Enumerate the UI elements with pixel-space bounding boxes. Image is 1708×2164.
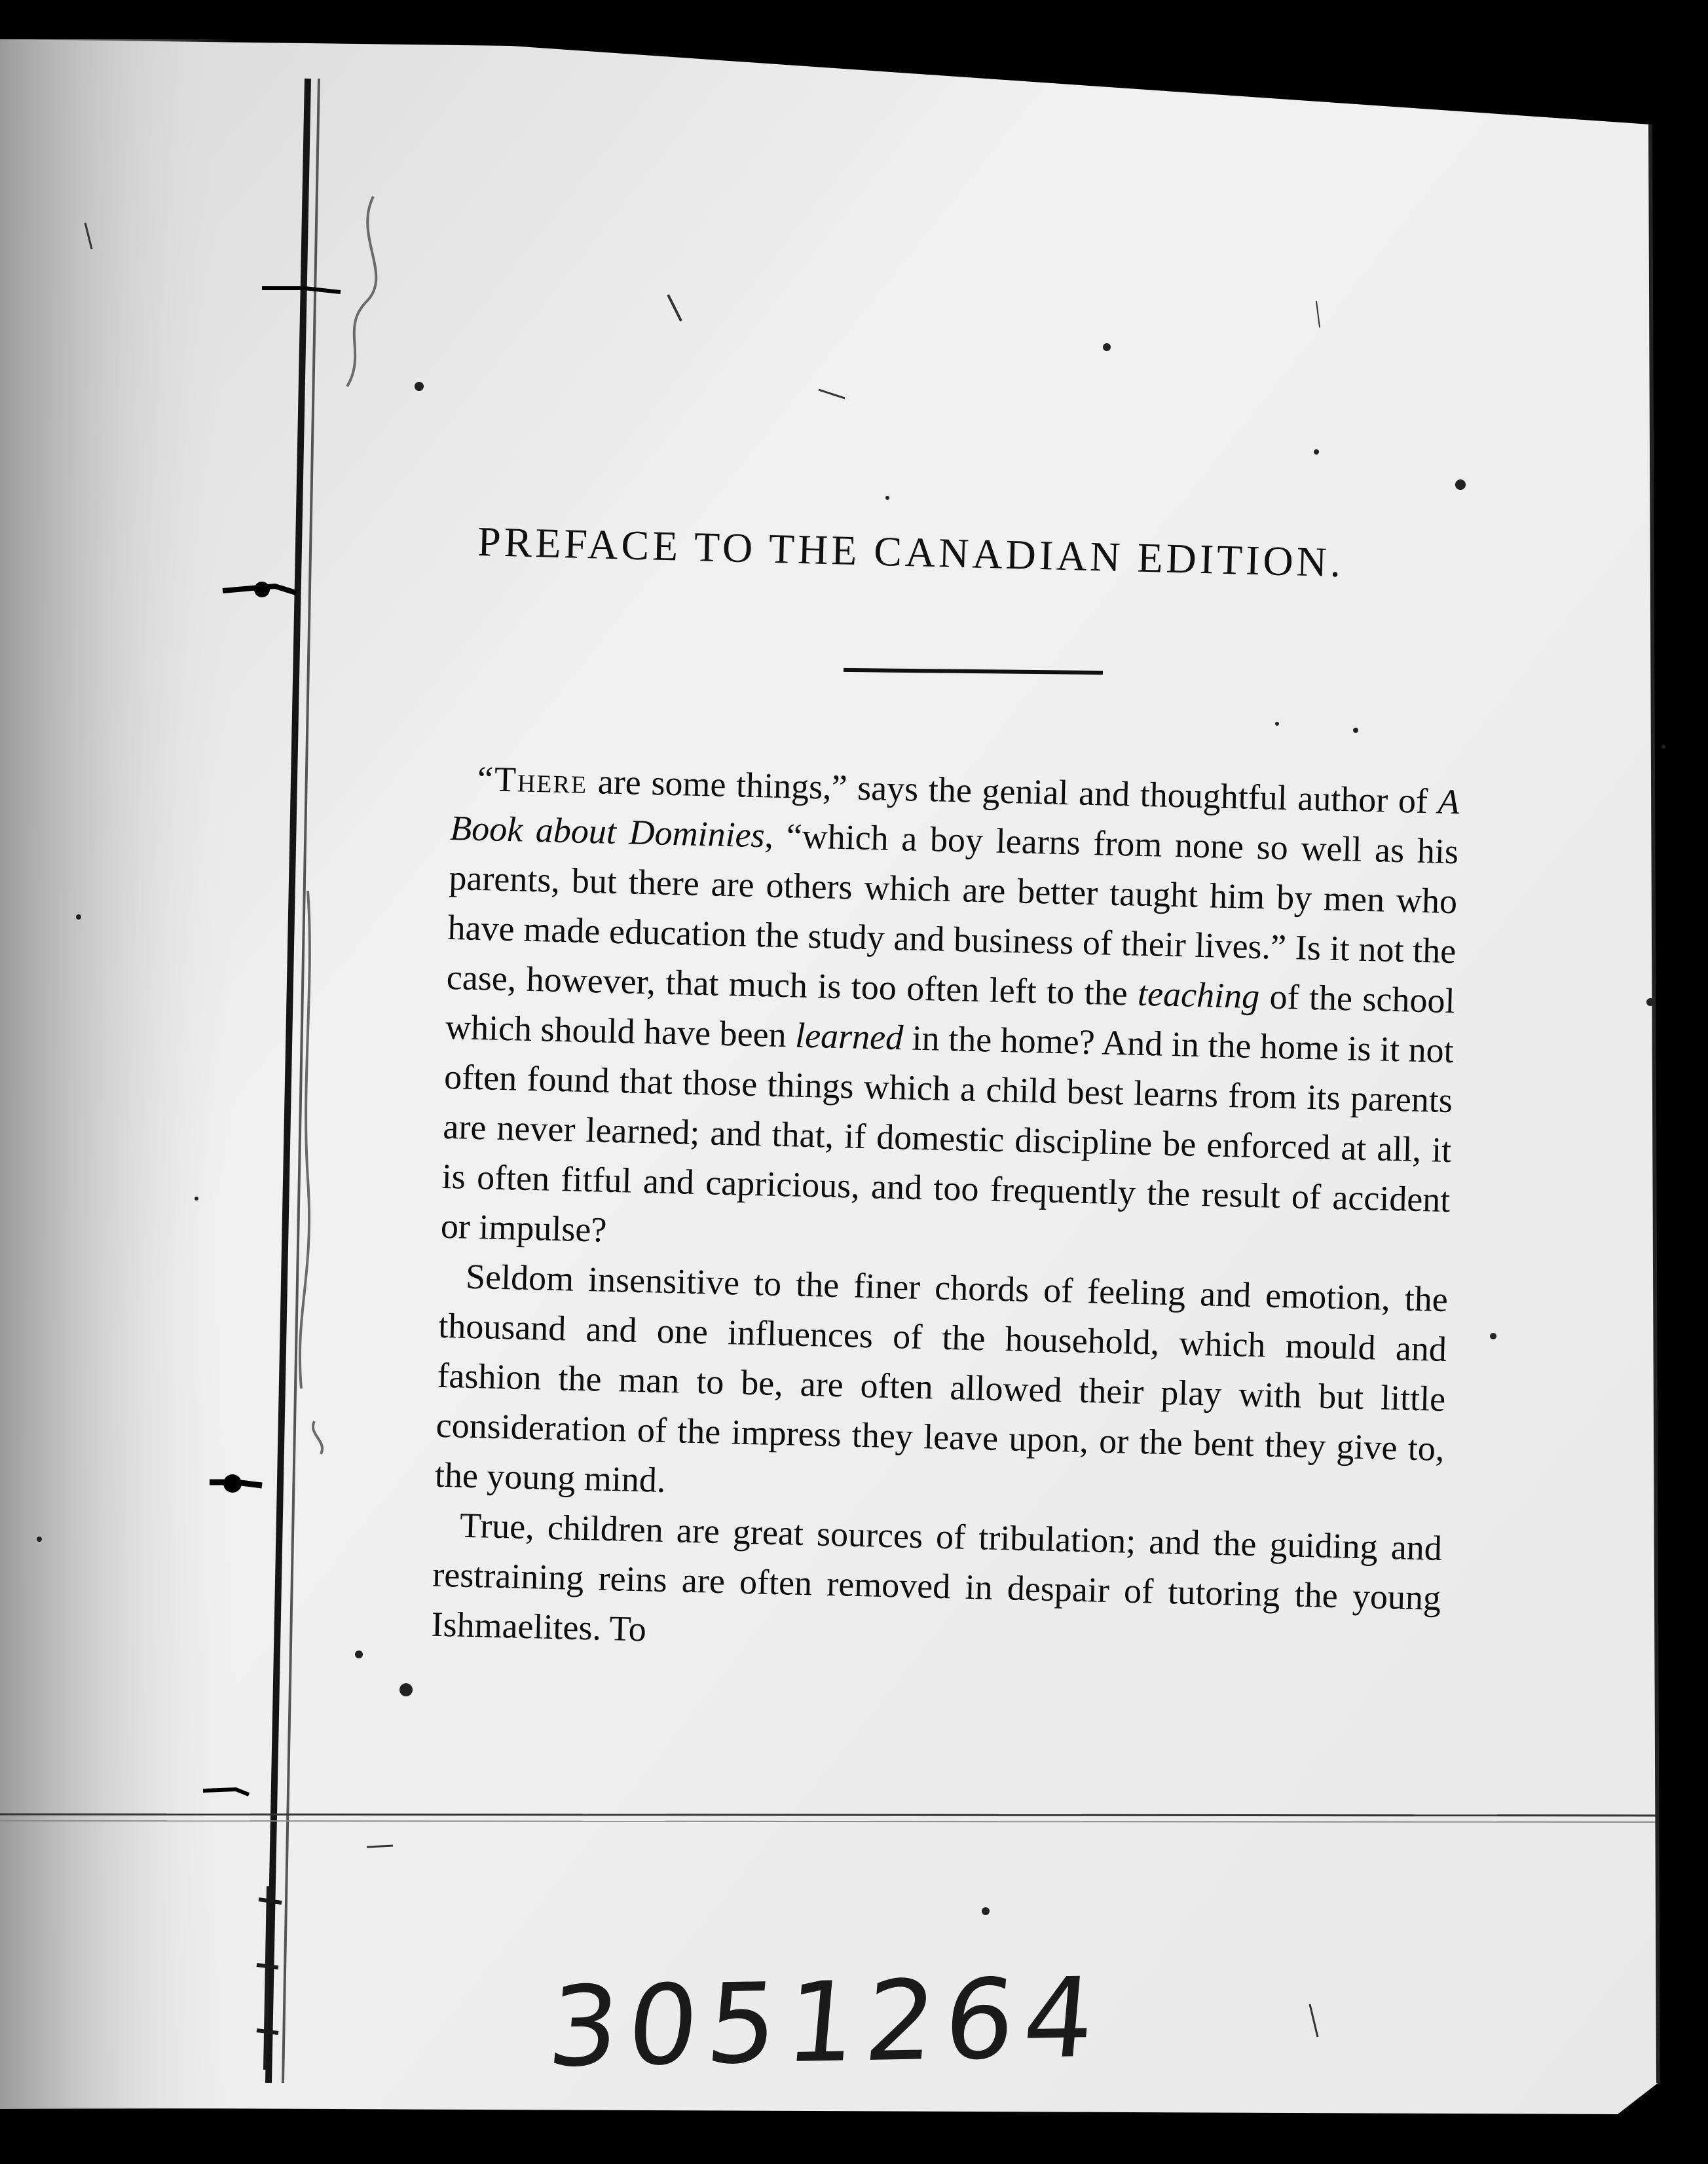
page-title: PREFACE TO THE CANADIAN EDITION. (477, 517, 1345, 586)
paragraph-segment: in the home? And in the home is it not often found that those things which a child best learns from its parents are never learned; and that, if domestic discipline be enforced at all, it is often fitful and capricious, and too frequently the result of accident or impulse? (440, 1018, 1455, 1250)
paragraph-segment-italic: teaching (1137, 973, 1260, 1017)
paragraph-segment: Seldom insensitive to the finer chords of feeling and emotion, the thousand and one influences of the household, which mould and fashion the man to be, are often allowed their play with but little consideration of the impress they leave upon, or the bent they give to, the young mind. (434, 1256, 1449, 1500)
title-divider (844, 668, 1103, 675)
paragraph-segment: , “which a boy learns from none so well as his parents, but there are others which are better taught him by men who have made education the study and business of their lives.” Is it not the case, however, that much is too often left to the (446, 815, 1459, 1013)
paragraph-segment: are some things,” says the genial and thoughtful author of (587, 761, 1439, 821)
paragraph-segment: True, children are great sources of tribulation; and the guiding and restraining reins are often removed in despair of tutoring the young Ishmaelites. To (430, 1505, 1443, 1649)
paragraph-2 (434, 1251, 1449, 1523)
paragraph-lead-word: “There (477, 758, 588, 801)
paragraph-segment: of the school which should have been (445, 977, 1456, 1055)
paragraph-3 (431, 1500, 1443, 1673)
body-text (431, 753, 1460, 1673)
paragraph-1 (440, 753, 1460, 1275)
paragraph-segment-italic: learned (794, 1015, 904, 1058)
handwritten-accession-number: 3051264 (543, 1953, 1109, 2092)
paragraph-segment-italic: A Book about Dominies (449, 781, 1460, 855)
